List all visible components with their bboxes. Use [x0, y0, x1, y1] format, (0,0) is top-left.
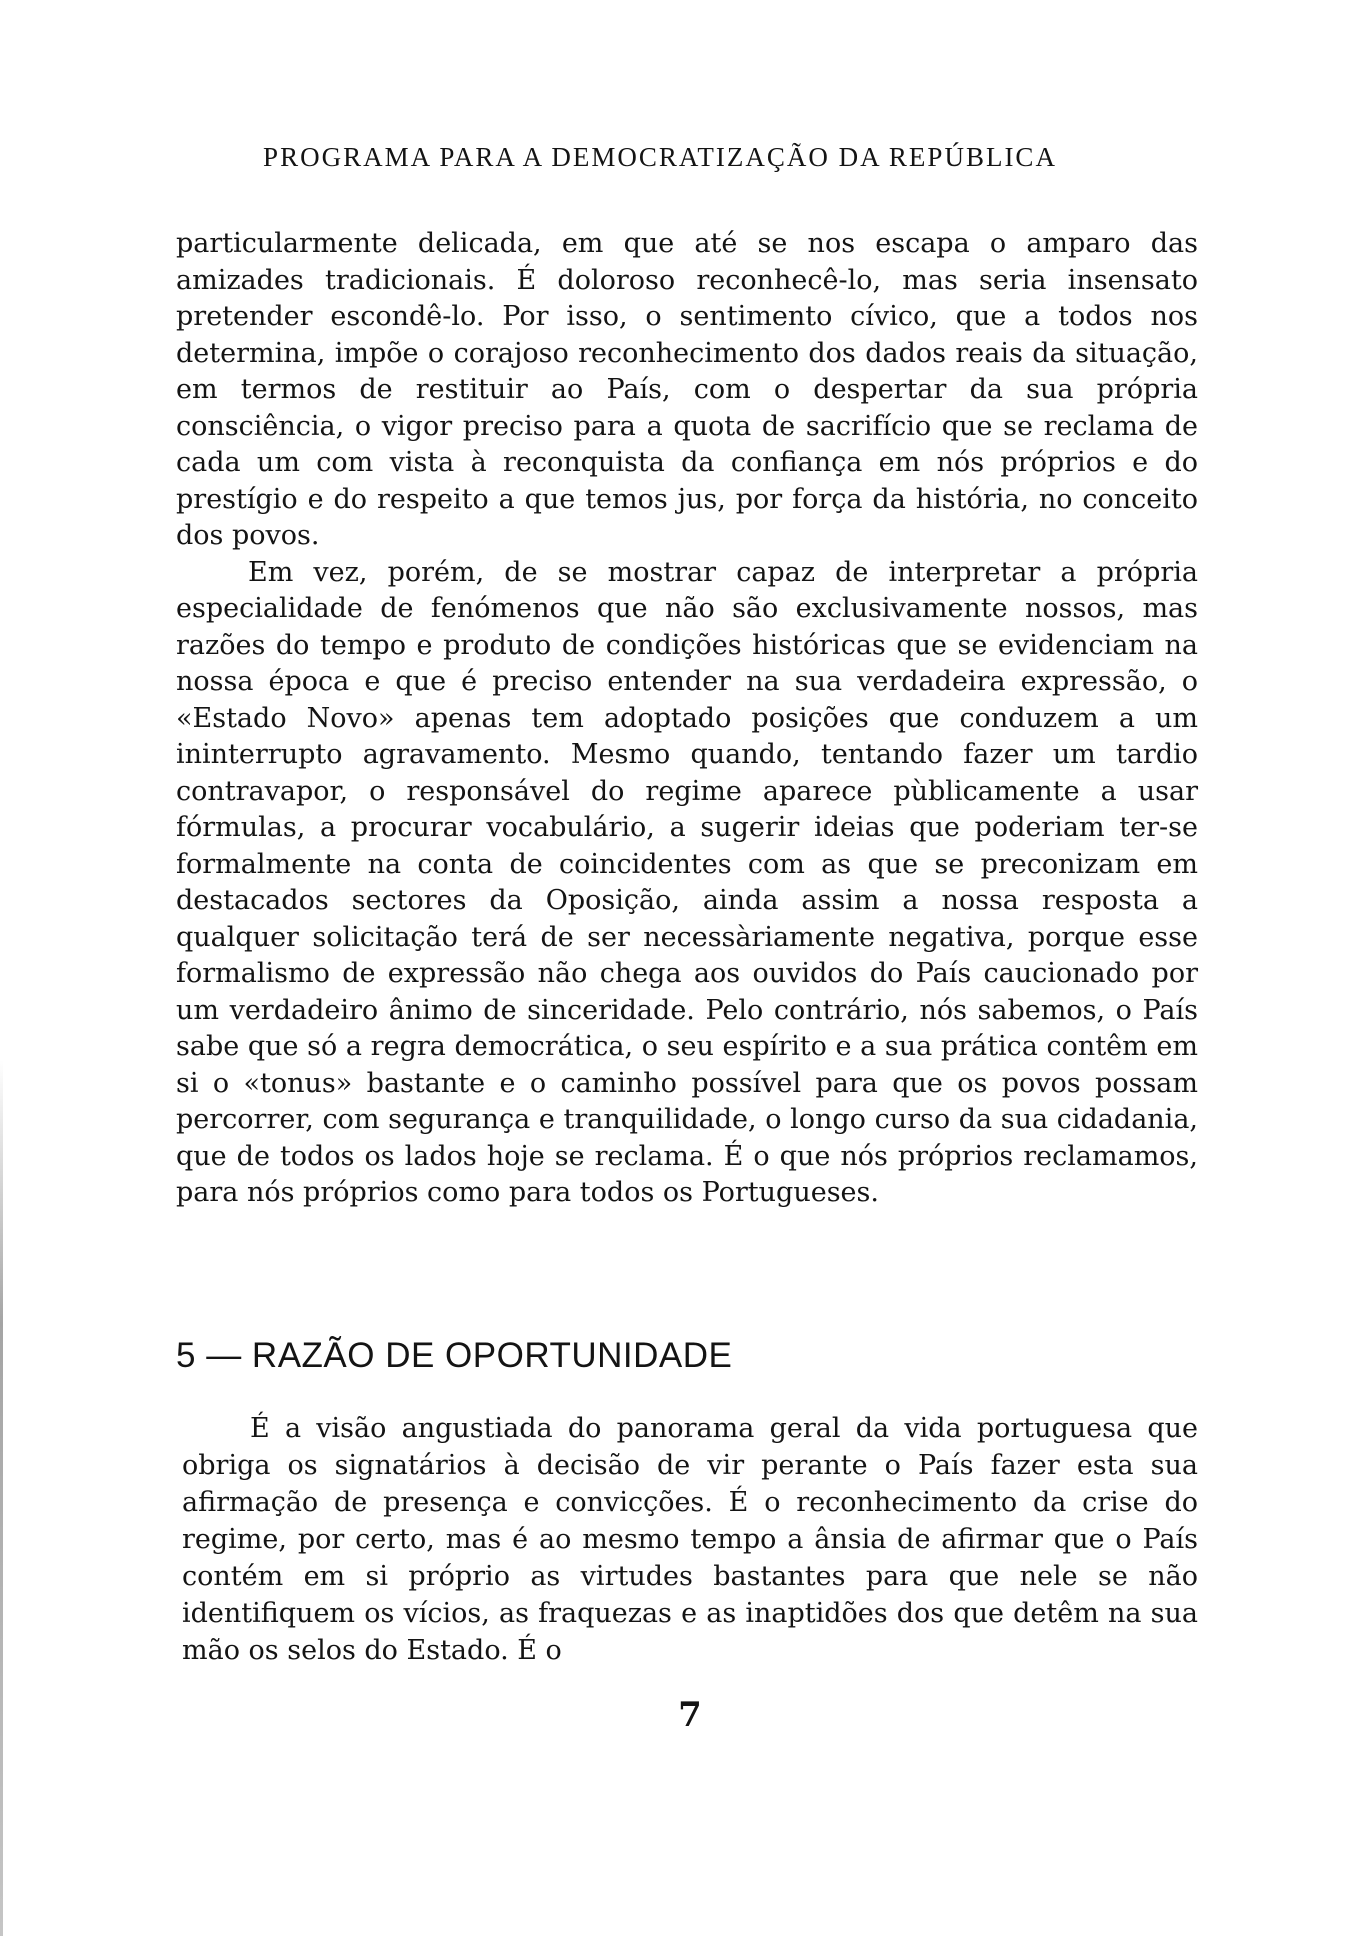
page-number: 7 — [678, 1695, 702, 1735]
body-text — [176, 226, 1198, 1212]
running-header: PROGRAMA PARA A DEMOCRATIZAÇÃO DA REPÚBLICA — [263, 142, 1057, 172]
section-heading: 5 — RAZÃO DE OPORTUNIDADE — [176, 1336, 733, 1375]
section-paragraph: É a visão angustiada do panorama geral da vida portuguesa que obriga os signatários à decisão de vir perante o País fazer esta sua afirmação de presença e convicções. É o reconhecimento da crise do regime, por certo, mas é ao mesmo tempo a ânsia de afirmar que o País contém em si próprio as virtudes bastantes para que nele se não identifiquem os vícios, as fraquezas e as inaptidões dos que detêm na sua mão os selos do Estado. É o — [182, 1413, 1198, 1666]
paragraph-estado-novo: Em vez, porém, de se mostrar capaz de interpretar a própria especialidade de fenómenos que não são exclusivamente nossos, mas razões do tempo e produto de condições históricas que se evidenciam na nossa época e que é preciso entender na sua verdadeira expressão, o «Estado Novo» apenas tem adoptado posições que conduzem a um ininterrupto agravamento. Mesmo quando, tentando fazer um tardio contravapor, o responsável do regime aparece pùblicamente a usar fórmulas, a procurar vocabulário, a sugerir ideias que poderiam ter-se formalmente na conta de coincidentes com as que se preconizam em destacados sectores da Oposição, ainda assim a nossa resposta a qualquer solicitação terá de ser necessàriamente negativa, porque esse formalismo de expressão não chega aos ouvidos do País caucionado por um verdadeiro ânimo de sinceridade. Pelo contrário, nós sabemos, o País sabe que só a regra democrática, o seu espírito e a sua prática contêm em si o «tonus» bastante e o caminho possível para que os povos possam percorrer, com segurança e tranquilidade, o longo curso da sua cidadania, que de todos os lados hoje se reclama. É o que nós próprios reclamamos, para nós próprios como para todos os Portugueses. — [176, 556, 1198, 1208]
section-text — [182, 1410, 1198, 1669]
scan-edge-shadow — [0, 1060, 3, 1936]
paragraph-continuation: particularmente delicada, em que até se nos escapa o amparo das amizades tradicionais. É doloroso reconhecê-lo, mas seria insensato pretender escondê-lo. Por isso, o sentimento cívico, que a todos nos determina, impõe o corajoso reconhecimento dos dados reais da situação, em termos de restituir ao País, com o despertar da sua própria consciência, o vigor preciso para a quota de sacrifício que se reclama de cada um com vista à reconquista da confiança em nós próprios e do prestígio e do respeito a que temos jus, por força da história, no conceito dos povos. — [176, 228, 1198, 551]
